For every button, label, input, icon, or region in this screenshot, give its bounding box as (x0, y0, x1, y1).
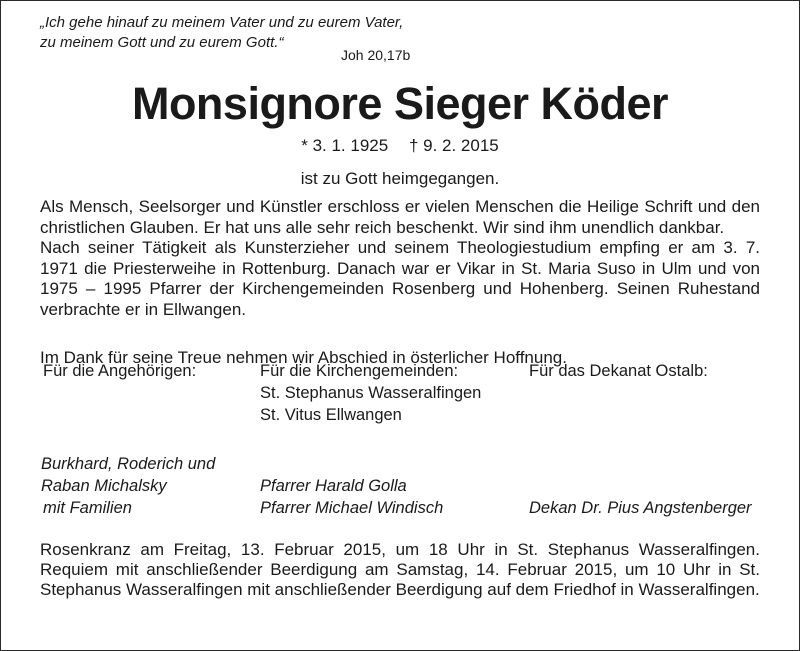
quote-line-1: „Ich gehe hinauf zu meinem Vater und zu eurem Vater, (40, 14, 404, 31)
family-signature-2: Raban Michalsky (41, 477, 167, 495)
death-date: † 9. 2. 2015 (408, 136, 499, 155)
family-heading: Für die Angehörigen: (43, 362, 197, 380)
deanery-signature: Dekan Dr. Pius Angstenberger (529, 499, 752, 517)
deanery-heading: Für das Dekanat Ostalb: (529, 362, 708, 380)
parish-signature-1: Pfarrer Harald Golla (260, 477, 407, 495)
obituary-text (40, 197, 760, 320)
life-dates (0, 136, 800, 156)
birth-date: * 3. 1. 1925 (301, 136, 389, 155)
paragraph-1: Als Mensch, Seelsorger und Künstler erschloss er vielen Menschen die Heilige Schrift und den christlichen Glauben. Er hat uns alle sehr reich beschenkt. Wir sind ihm unendlich dankbar. (40, 197, 760, 237)
paragraph-2: Nach seiner Tätigkeit als Kunsterzieher und seinem Theologiestudium empfing er am 3. 7. 1971 die Priesterweihe in Rottenburg. Danach war er Vikar in St. Maria Suso in Ulm und von 1975 – 1995 Pfarrer der Kirchengemeinden Rosenberg und Hohenberg. Seinen Ruhestand verbrachte er in Ellwangen. (40, 238, 760, 319)
parish-heading: Für die Kirchengemeinden: (260, 362, 459, 380)
parish-signature-2: Pfarrer Michael Windisch (260, 499, 444, 517)
funeral-info (40, 540, 760, 600)
quote-line-2: zu meinem Gott und zu eurem Gott.“ (40, 34, 284, 51)
funeral-text: Rosenkranz am Freitag, 13. Februar 2015, um 18 Uhr in St. Stephanus Wasseralfingen. Requiem mit anschließender Beerdigung am Samstag, 14. Februar 2015, um 10 Uhr in St. Stephanus Wasseralfingen mit anschließender Beerdigung auf dem Friedhof in Wasseralfingen. (40, 540, 760, 599)
family-signature-1: Burkhard, Roderich und (41, 455, 216, 473)
parish-1: St. Stephanus Wasseralfingen (260, 384, 482, 402)
passed-away-line: ist zu Gott heimgegangen. (300, 169, 500, 188)
deceased-name: Monsignore Sieger Köder (131, 78, 669, 129)
parish-2: St. Vitus Ellwangen (260, 406, 402, 424)
thanks-line: Im Dank für seine Treue nehmen wir Abschied in österlicher Hoffnung. (40, 348, 567, 367)
family-signature-3: mit Familien (43, 499, 132, 517)
quote-reference: Joh 20,17b (341, 47, 411, 63)
